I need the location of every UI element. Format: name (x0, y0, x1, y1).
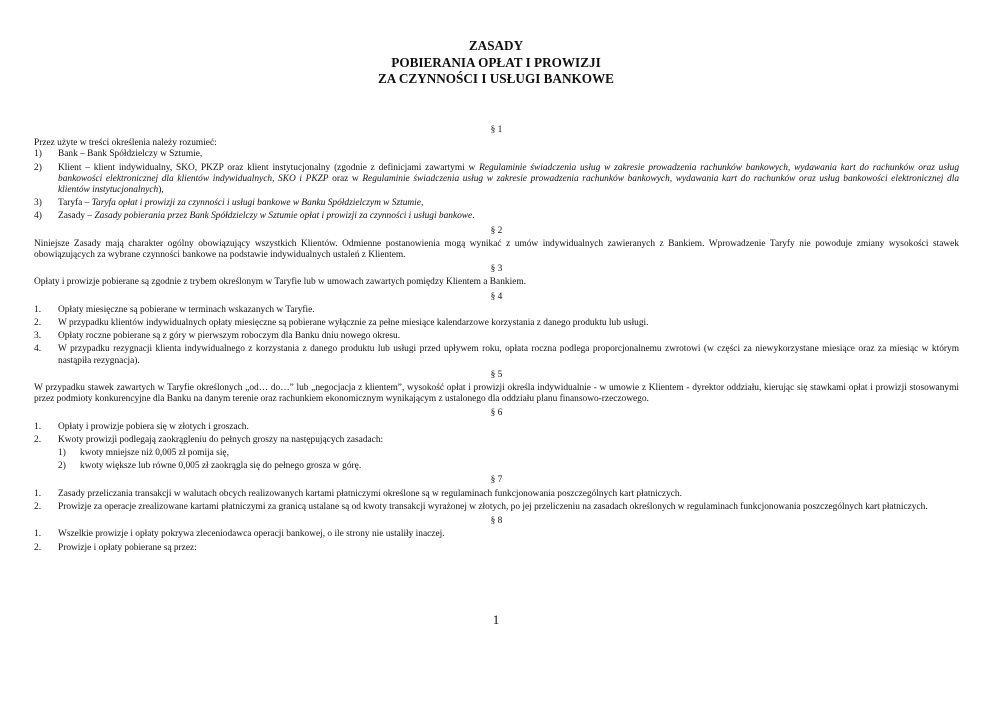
item-text: W przypadku klientów indywidualnych opłaty miesięczne są pobierane wyłącznie za pełne miesiące kalendarzowe korzystania z danego produktu lub usługi. (58, 318, 649, 329)
item-text: Opłaty roczne pobierane są z góry w pierwszym roboczym dla Banku dniu nowego okresu. (58, 331, 401, 342)
item-number: 3. (34, 331, 42, 342)
item-text-italic: Regulaminie świadczenia usług w zakresie prowadzenia rachunków bankowych, wydawania kart do rachunków oraz usług bankowości elektronicznej dla klientów indywidualnych, SKO i PKZP (58, 162, 960, 184)
item-text-italic: Regulaminie świadczenia usług w zakresie prowadzenia rachunków bankowych, wydawania kart do rachunków oraz usług bankowości elektronicznej dla klientów instytucjonalnych (58, 173, 960, 196)
s1-intro: Przez użyte w treści określenia należy rozumieć: (34, 138, 217, 149)
item-number: 2. (34, 318, 42, 329)
section-mark-1: § 1 (490, 125, 503, 135)
item-text: Wszelkie prowizje i opłaty pokrywa zleceniodawca operacji bankowej, o ile strony nie ustaliły inaczej. (58, 529, 445, 540)
title-line-1: ZASADY (468, 38, 524, 53)
item-text: oraz w (328, 173, 363, 184)
item-text: kwoty mniejsze niż 0,005 zł pomija się, (80, 448, 229, 459)
list-item (34, 502, 959, 513)
document-title (0, 38, 992, 88)
list-item (34, 435, 959, 446)
list-item (34, 305, 959, 316)
item-number: 2. (34, 434, 42, 445)
sub-list-item (34, 448, 959, 459)
item-number: 1. (34, 529, 42, 540)
item-number: 2. (34, 501, 42, 512)
s3-text: Opłaty i prowizje pobierane są zgodnie z trybem określonym w Taryfie lub w umowach zawartych pomiędzy Klientem a Bankiem. (34, 277, 526, 288)
section-mark-3: § 3 (490, 264, 503, 275)
title-line-2: POBIERANIA OPŁAT I PROWIZJI (391, 54, 601, 70)
item-number: 2) (34, 162, 42, 173)
list-item (34, 163, 959, 197)
item-number: 1) (58, 448, 66, 459)
item-text: Prowizje za operacje zrealizowane kartami płatniczymi za granicą ustalane są od kwoty transakcji wyrażonej w złotych, po jej przeliczeniu na zasadach określonych w regulaminach funkcjonowania poszczególnych kart płatniczych. (58, 501, 928, 512)
list-item (34, 422, 959, 433)
item-text: Klient – klient indywidualny, SKO, PKZP oraz klient instytucjonalny (zgodnie z definicjami zawartymi w (58, 162, 480, 173)
list-item (34, 198, 959, 209)
item-number: 4) (34, 211, 42, 222)
item-text: Zasady przeliczania transakcji w walutach obcych realizowanych kartami płatniczymi określone są w regulaminach funkcjonowania poszczególnych kart płatniczych. (58, 488, 682, 499)
item-text: kwoty większe lub równe 0,005 zł zaokrągla się do pełnego grosza w górę. (80, 461, 362, 472)
item-text-italic: Taryfa opłat i prowizji za czynności i usługi bankowe w Banku Spółdzielczym w Sztumie (91, 198, 421, 209)
item-text: Kwoty prowizji podlegają zaokrągleniu do pełnych groszy na następujących zasadach: (58, 434, 384, 445)
item-number: 1) (34, 149, 42, 160)
list-item (34, 149, 959, 160)
item-text-italic: Zasady pobierania przez Bank Spółdzielczy w Sztumie opłat i prowizji za czynności i usługi bankowe (94, 211, 473, 222)
section-mark-2: § 2 (490, 225, 503, 236)
item-number: 2. (34, 542, 42, 553)
list-item (34, 489, 959, 500)
list-item (34, 529, 959, 540)
s2-text: Niniejsze Zasady mają charakter ogólny obowiązujący wszystkich Klientów. Odmienne postanowienia mogą wynikać z umów indywidualnych zawieranych z Bankiem. Wprowadzenie Taryfy nie powoduje zmiany wysokości stawek obowiązujących za wybrane czynności bankowe na podstawie indywidualnych ustaleń z Klientem. (34, 238, 959, 261)
item-text: Opłaty miesięczne są pobierane w terminach wskazanych w Taryfie. (58, 304, 315, 315)
item-text: Taryfa – (58, 198, 92, 209)
section-mark-7: § 7 (490, 475, 503, 486)
list-item (34, 344, 959, 366)
title-line-3: ZA CZYNNOŚCI I USŁUGI BANKOWE (378, 71, 614, 86)
s5-text: W przypadku stawek zawartych w Taryfie określonych „od… do…” lub „negocjacja z klientem”, wysokość opłat i prowizji określa indywidualnie - w umowie z Klientem - dyrektor oddziału, kierując się stawkami opłat i prowizji stosowanymi przez podmioty konkurencyjne dla Banku na danym terenie oraz rachunkiem ekonomicznym wynikającym z ustalonego dla oddziału planu finansowo-rzeczowego. (34, 383, 959, 405)
item-number: 1. (34, 488, 42, 499)
list-item (34, 318, 959, 329)
list-item (34, 331, 959, 342)
sub-list-item (34, 461, 959, 472)
item-text: W przypadku rezygnacji klienta indywidualnego z korzystania z danego produktu lub usługi przed upływem roku, opłata roczna podlega proporcjonalnemu zwrotowi (w części za niewykorzystane miesiące oraz za miesiąc w którym nastąpiła rezygnacja). (58, 344, 959, 366)
section-mark-4: § 4 (490, 291, 503, 302)
item-number: 1. (34, 304, 42, 315)
item-text: ), (158, 185, 164, 196)
item-text: , (420, 198, 424, 209)
item-text: Prowizje i opłaty pobierane są przez: (58, 542, 197, 553)
item-text: Bank – Bank Spółdzielczy w Sztumie, (58, 149, 203, 160)
item-text: Opłaty i prowizje pobiera się w złotych i groszach. (58, 421, 249, 432)
item-number: 2) (58, 461, 66, 472)
item-number: 4. (34, 344, 42, 355)
document-body (34, 122, 959, 556)
item-text: Zasady – (58, 211, 95, 222)
page-number: 1 (492, 612, 500, 627)
item-text: . (472, 211, 475, 222)
list-item (34, 211, 959, 222)
item-number: 3) (34, 198, 42, 209)
section-mark-8: § 8 (490, 516, 503, 527)
list-item (34, 543, 959, 554)
section-mark-5: § 5 (490, 369, 503, 380)
item-number: 1. (34, 421, 42, 432)
section-mark-6: § 6 (490, 408, 503, 419)
